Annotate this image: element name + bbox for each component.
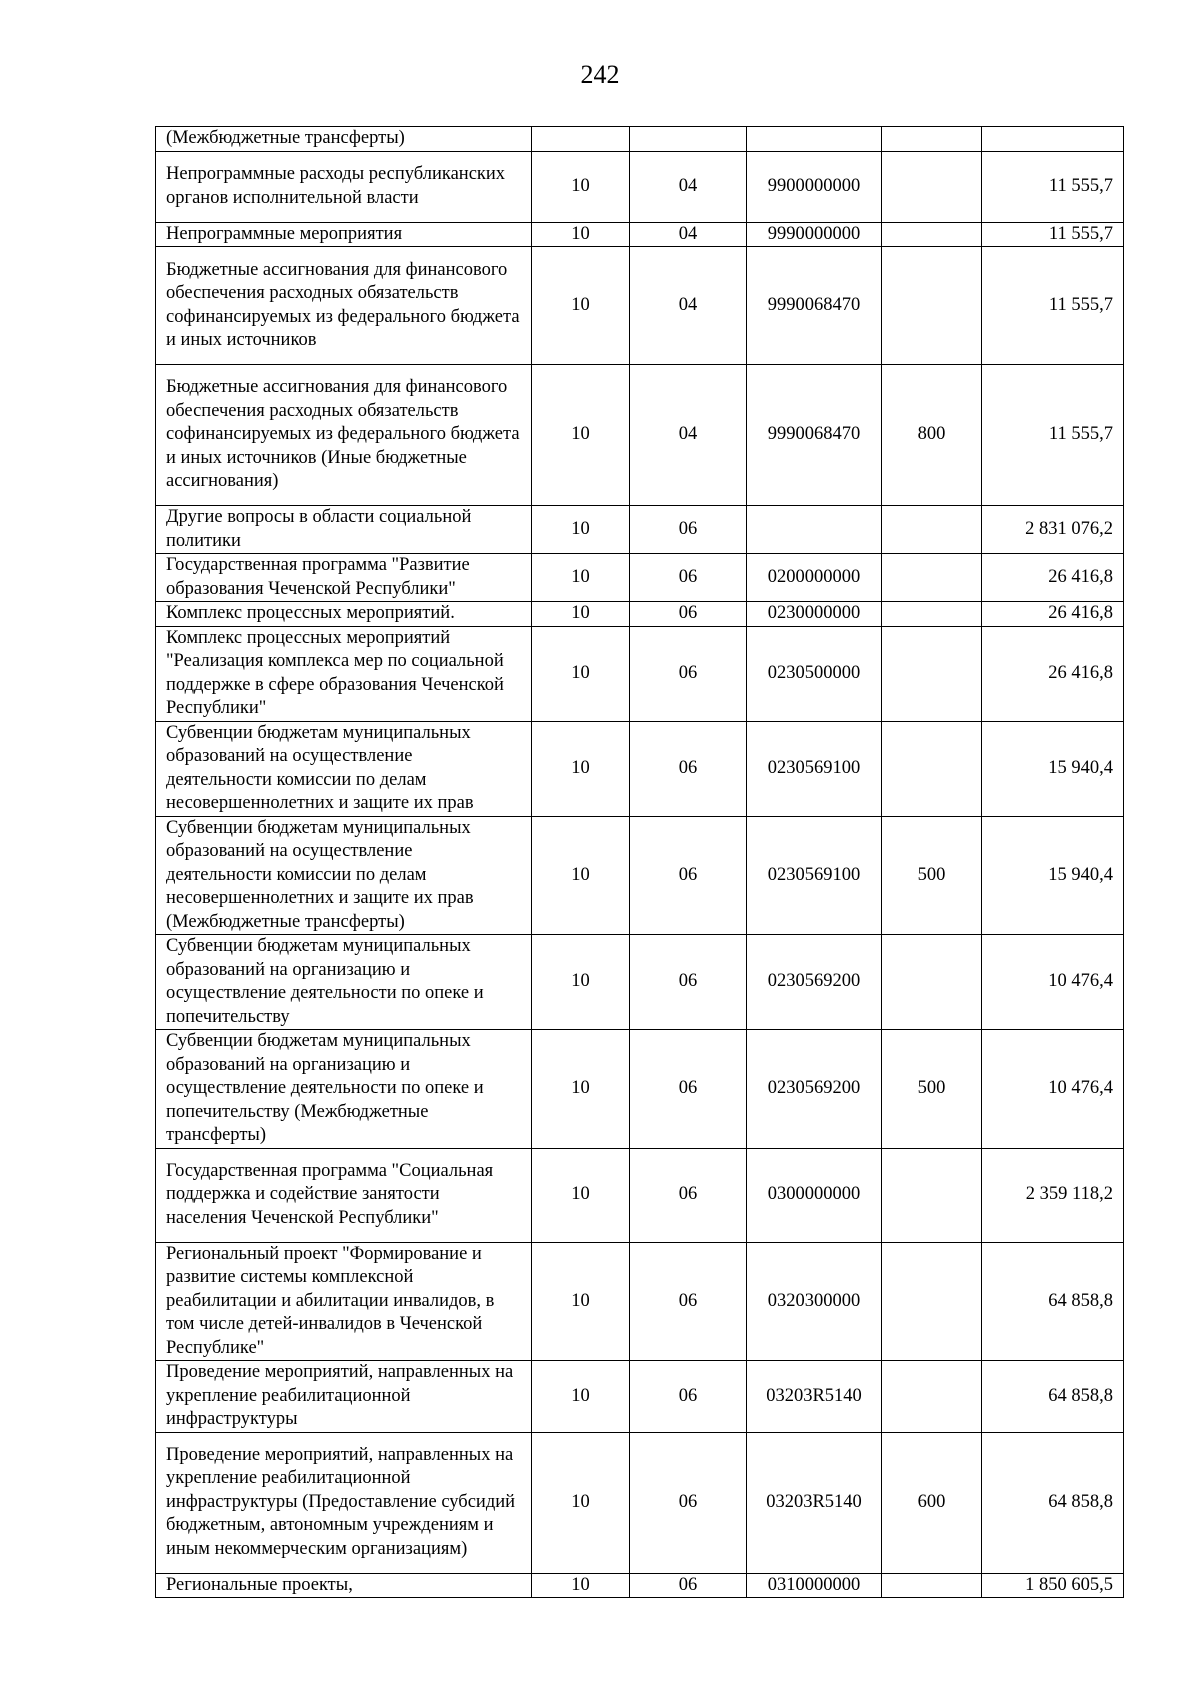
row-target-article: 0230569200	[747, 1030, 882, 1149]
table-row	[156, 1242, 1124, 1361]
row-subsection: 06	[630, 1242, 747, 1361]
row-section: 10	[532, 721, 630, 816]
row-expense-type: 800	[882, 365, 982, 506]
row-section: 10	[532, 1361, 630, 1433]
row-subsection: 04	[630, 365, 747, 506]
row-subsection: 06	[630, 1573, 747, 1598]
row-name: Субвенции бюджетам муниципальных образований на организацию и осуществление деятельности по опеке и попечительству	[156, 935, 532, 1030]
row-name: Региональный проект "Формирование и развитие системы комплексной реабилитации и абилитации инвалидов, в том числе детей-инвалидов в Чеченской Республике"	[156, 1242, 532, 1361]
row-target-article: 9990068470	[747, 247, 882, 365]
row-name: Непрограммные мероприятия	[156, 222, 532, 247]
table-row	[156, 721, 1124, 816]
row-section: 10	[532, 1148, 630, 1242]
row-amount: 26 416,8	[982, 554, 1124, 602]
row-subsection: 06	[630, 1030, 747, 1149]
table-row	[156, 247, 1124, 365]
table-row	[156, 1432, 1124, 1573]
row-section: 10	[532, 247, 630, 365]
row-target-article: 0230569100	[747, 721, 882, 816]
row-amount: 10 476,4	[982, 1030, 1124, 1149]
row-target-article: 9990000000	[747, 222, 882, 247]
row-subsection: 06	[630, 1361, 747, 1433]
row-subsection	[630, 127, 747, 152]
row-target-article: 0200000000	[747, 554, 882, 602]
row-section: 10	[532, 1242, 630, 1361]
row-amount: 15 940,4	[982, 721, 1124, 816]
row-section: 10	[532, 365, 630, 506]
row-expense-type	[882, 1573, 982, 1598]
row-amount: 26 416,8	[982, 626, 1124, 721]
row-amount: 11 555,7	[982, 365, 1124, 506]
row-section: 10	[532, 222, 630, 247]
row-section: 10	[532, 626, 630, 721]
row-amount: 2 831 076,2	[982, 506, 1124, 554]
row-subsection: 06	[630, 602, 747, 627]
row-target-article: 0320300000	[747, 1242, 882, 1361]
row-section	[532, 127, 630, 152]
row-amount	[982, 127, 1124, 152]
row-name: Субвенции бюджетам муниципальных образований на осуществление деятельности комиссии по делам несовершеннолетних и защите их прав	[156, 721, 532, 816]
table-row	[156, 554, 1124, 602]
row-name: Непрограммные расходы республиканских органов исполнительной власти	[156, 151, 532, 222]
row-amount: 64 858,8	[982, 1361, 1124, 1433]
row-amount: 64 858,8	[982, 1432, 1124, 1573]
row-target-article: 0230569100	[747, 816, 882, 935]
row-expense-type	[882, 721, 982, 816]
row-expense-type	[882, 935, 982, 1030]
table-row	[156, 626, 1124, 721]
row-expense-type	[882, 626, 982, 721]
row-expense-type	[882, 602, 982, 627]
row-section: 10	[532, 602, 630, 627]
row-name: Бюджетные ассигнования для финансового обеспечения расходных обязательств софинансируемых из федерального бюджета и иных источников	[156, 247, 532, 365]
row-expense-type: 500	[882, 816, 982, 935]
row-expense-type	[882, 554, 982, 602]
row-subsection: 06	[630, 935, 747, 1030]
row-expense-type: 500	[882, 1030, 982, 1149]
row-subsection: 04	[630, 222, 747, 247]
row-expense-type: 600	[882, 1432, 982, 1573]
row-expense-type	[882, 247, 982, 365]
row-name: Проведение мероприятий, направленных на укрепление реабилитационной инфраструктуры	[156, 1361, 532, 1433]
budget-table	[155, 126, 1124, 1598]
table-row	[156, 151, 1124, 222]
row-subsection: 06	[630, 506, 747, 554]
row-amount: 11 555,7	[982, 222, 1124, 247]
table-row	[156, 602, 1124, 627]
row-target-article: 0300000000	[747, 1148, 882, 1242]
row-target-article: 03203R5140	[747, 1361, 882, 1433]
row-subsection: 06	[630, 626, 747, 721]
row-name: (Межбюджетные трансферты)	[156, 127, 532, 152]
row-target-article: 03203R5140	[747, 1432, 882, 1573]
row-name: Государственная программа "Социальная поддержка и содействие занятости населения Чеченской Республики"	[156, 1148, 532, 1242]
row-amount: 11 555,7	[982, 247, 1124, 365]
row-expense-type	[882, 1148, 982, 1242]
row-subsection: 06	[630, 554, 747, 602]
row-name: Комплекс процессных мероприятий "Реализация комплекса мер по социальной поддержке в сфере образования Чеченской Республики"	[156, 626, 532, 721]
row-target-article: 0230569200	[747, 935, 882, 1030]
row-section: 10	[532, 1030, 630, 1149]
row-name: Проведение мероприятий, направленных на укрепление реабилитационной инфраструктуры (Предоставление субсидий бюджетным, автономным учреждениям и иным некоммерческим организациям)	[156, 1432, 532, 1573]
row-amount: 11 555,7	[982, 151, 1124, 222]
row-name: Комплекс процессных мероприятий.	[156, 602, 532, 627]
row-expense-type	[882, 151, 982, 222]
row-subsection: 06	[630, 816, 747, 935]
row-section: 10	[532, 1573, 630, 1598]
row-name: Другие вопросы в области социальной политики	[156, 506, 532, 554]
row-target-article: 0230000000	[747, 602, 882, 627]
row-expense-type	[882, 1242, 982, 1361]
table-row	[156, 816, 1124, 935]
row-amount: 10 476,4	[982, 935, 1124, 1030]
row-section: 10	[532, 816, 630, 935]
row-amount: 26 416,8	[982, 602, 1124, 627]
row-subsection: 04	[630, 151, 747, 222]
row-expense-type	[882, 127, 982, 152]
row-section: 10	[532, 151, 630, 222]
row-expense-type	[882, 506, 982, 554]
table-row	[156, 222, 1124, 247]
table-row	[156, 935, 1124, 1030]
row-section: 10	[532, 935, 630, 1030]
table-row	[156, 127, 1124, 152]
row-amount: 1 850 605,5	[982, 1573, 1124, 1598]
page-number: 242	[580, 60, 620, 89]
row-name: Региональные проекты,	[156, 1573, 532, 1598]
table-row	[156, 1573, 1124, 1598]
row-subsection: 06	[630, 1148, 747, 1242]
row-expense-type	[882, 1361, 982, 1433]
table-row	[156, 1030, 1124, 1149]
row-name: Бюджетные ассигнования для финансового обеспечения расходных обязательств софинансируемых из федерального бюджета и иных источников (Иные бюджетные ассигнования)	[156, 365, 532, 506]
row-target-article	[747, 127, 882, 152]
row-name: Государственная программа "Развитие образования Чеченской Республики"	[156, 554, 532, 602]
row-amount: 2 359 118,2	[982, 1148, 1124, 1242]
row-name: Субвенции бюджетам муниципальных образований на организацию и осуществление деятельности по опеке и попечительству (Межбюджетные трансферты)	[156, 1030, 532, 1149]
row-name: Субвенции бюджетам муниципальных образований на осуществление деятельности комиссии по делам несовершеннолетних и защите их прав (Межбюджетные трансферты)	[156, 816, 532, 935]
row-target-article: 0230500000	[747, 626, 882, 721]
table-row	[156, 1148, 1124, 1242]
table-row	[156, 365, 1124, 506]
row-target-article: 0310000000	[747, 1573, 882, 1598]
row-section: 10	[532, 554, 630, 602]
row-target-article: 9900000000	[747, 151, 882, 222]
table-row	[156, 1361, 1124, 1433]
row-amount: 64 858,8	[982, 1242, 1124, 1361]
row-subsection: 04	[630, 247, 747, 365]
row-section: 10	[532, 1432, 630, 1573]
row-amount: 15 940,4	[982, 816, 1124, 935]
row-subsection: 06	[630, 1432, 747, 1573]
row-target-article: 9990068470	[747, 365, 882, 506]
row-target-article	[747, 506, 882, 554]
row-expense-type	[882, 222, 982, 247]
row-section: 10	[532, 506, 630, 554]
table-row	[156, 506, 1124, 554]
row-subsection: 06	[630, 721, 747, 816]
budget-table-body	[156, 127, 1124, 1598]
